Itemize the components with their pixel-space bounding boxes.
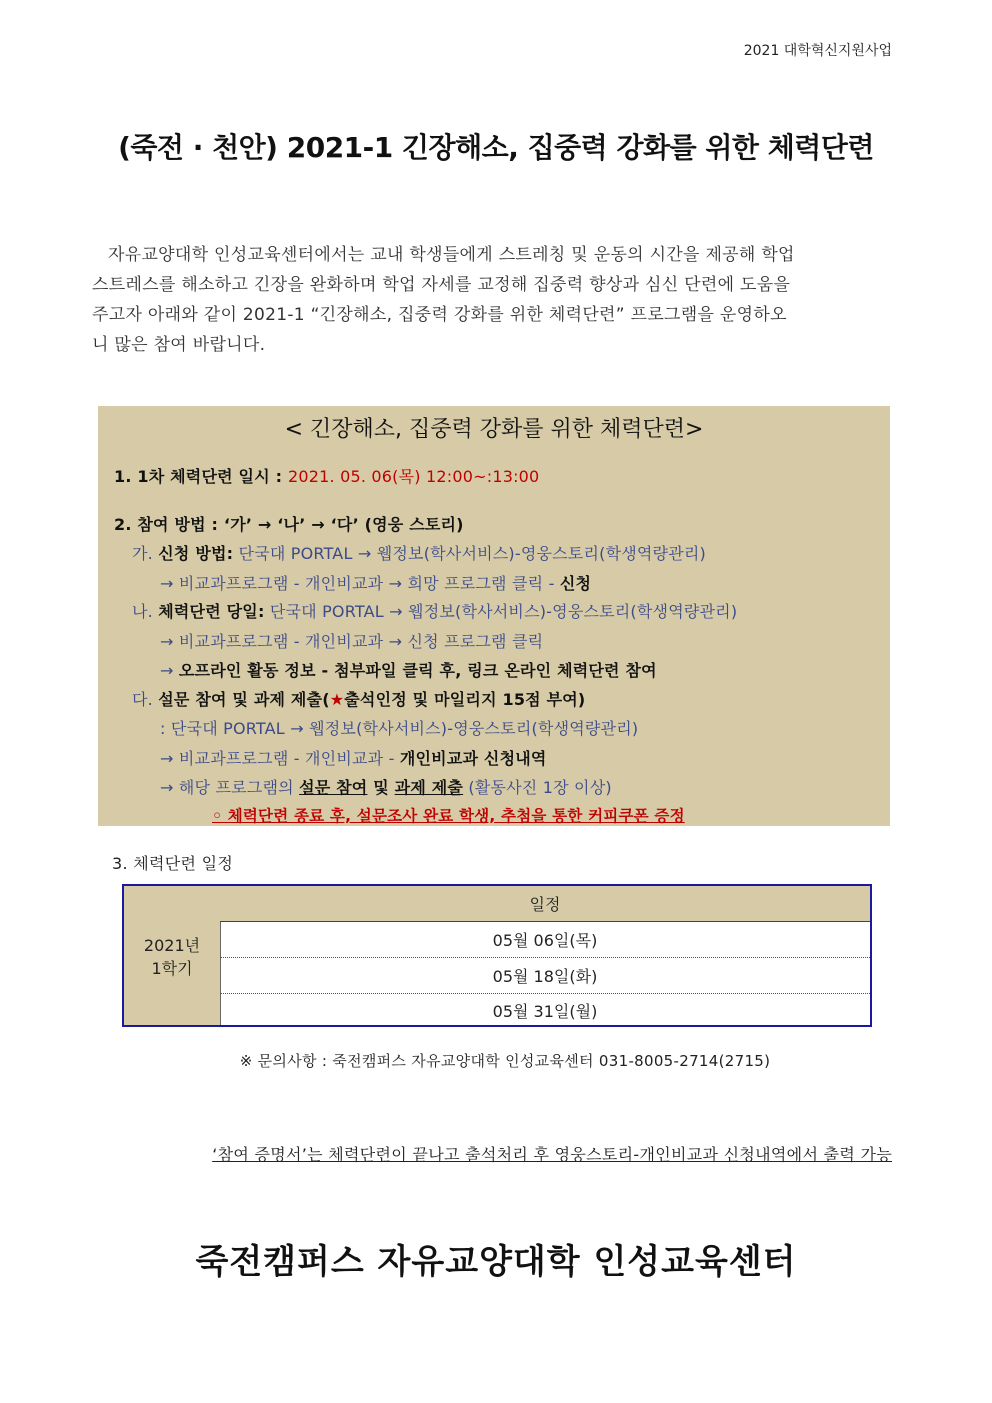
semester-year: 2021년 [143,935,201,955]
survey-text: 설문 참여 [299,778,368,797]
schedule-header: 일정 [220,886,870,922]
coupon-notice: ◦ 체력단련 종료 후, 설문조사 완료 학생, 추첨을 통한 커피쿠폰 증정 [212,807,685,825]
item-2-label: 2. 참여 방법 : ‘가’ → ‘나’ → ‘다’ (영웅 스토리) [114,515,464,534]
assignment-text: 과제 제출 [394,778,464,797]
step-da-path: : 단국대 PORTAL → 웹정보(학사서비스)-영웅스토리(학생역량관리) [160,719,639,738]
intro-line: 스트레스를 해소하고 긴장을 완화하며 학업 자세를 교정해 집중력 향상과 심신 단련에 도움을 [92,275,791,295]
item-1-datetime: 2021. 05. 06(목) 12:00~:13:00 [288,467,540,486]
step-da-label-a: 설문 참여 및 과제 제출( [158,690,330,709]
step-ga-path2: → 비교과프로그램 - 개인비교과 → 희망 프로그램 클릭 - [160,574,560,593]
step-na-path: 단국대 PORTAL → 웹정보(학사서비스)-영웅스토리(학생역량관리) [264,602,738,621]
and-text: 및 [367,778,395,797]
step-na-path-3 [160,658,657,681]
certificate-note: ‘참여 증명서’는 체력단련이 끝나고 출석처리 후 영웅스토리-개인비교과 신청내역에서 출력 가능 [212,1145,892,1164]
step-da-path2: → 비교과프로그램 - 개인비교과 - [160,749,400,768]
schedule-label: 3. 체력단련 일정 [112,854,234,873]
contact-info: ※ 문의사항 : 죽전캠퍼스 자유교양대학 인성교육센터 031-8005-2714(2715) [239,1052,771,1070]
step-da-path3-a: → 해당 프로그램의 [160,778,300,797]
page-title: (죽전 · 천안) 2021-1 긴장해소, 집중력 강화를 위한 체력단련 [118,131,874,164]
step-da-history: 개인비교과 신청내역 [399,749,547,768]
step-ga-prefix: 가. [132,544,159,563]
step-ga-apply: 신청 [559,574,592,593]
intro-line: 자유교양대학 인성교육센터에서는 교내 학생들에게 스트레칭 및 운동의 시간을 제공해 학업 [108,245,795,265]
step-da [132,687,585,710]
schedule-row: 05월 31일(월) [492,1002,598,1021]
schedule-row: 05월 06일(목) [220,922,870,958]
item-1-label: 1. 1차 체력단련 일시 : [114,467,288,486]
step-da-path-2 [160,746,547,769]
star-icon: ★ [329,690,345,709]
step-na [132,599,737,622]
photo-note: (활동사진 1장 이상) [463,778,612,797]
step-da-path-3 [160,775,612,798]
step-na-prefix: 나. [132,602,159,621]
step-da-prefix: 다. [132,690,159,709]
schedule-table [122,884,872,1027]
arrow-text: → [160,661,179,680]
program-info-box [98,406,890,826]
intro-line: 니 많은 참여 바랍니다. [92,335,266,355]
schedule-row: 05월 18일(화) [220,958,870,994]
intro-paragraph [92,240,892,360]
semester-cell [124,886,221,1025]
header-tag: 2021 대학혁신지원사업 [743,43,892,59]
step-na-online: 오프라인 활동 정보 - 첨부파일 클릭 후, 링크 온라인 체력단련 참여 [178,661,657,680]
step-ga [132,541,706,564]
step-na-label: 체력단련 당일: [158,602,265,621]
intro-line: 주고자 아래와 같이 2021-1 “긴장해소, 집중력 강화를 위한 체력단련” 프로그램을 운영하오 [92,305,787,325]
box-title: < 긴장해소, 집중력 강화를 위한 체력단련> [284,417,704,442]
step-ga-path: 단국대 PORTAL → 웹정보(학사서비스)-영웅스토리(학생역량관리) [233,544,706,563]
footer-organization: 죽전캠퍼스 자유교양대학 인성교육센터 [195,1242,797,1282]
item-1 [114,464,539,487]
step-da-label-b: 출석인정 및 마일리지 15점 부여) [344,690,586,709]
step-ga-path-2 [160,571,591,594]
step-ga-label: 신청 방법: [158,544,234,563]
step-na-path-2: → 비교과프로그램 - 개인비교과 → 신청 프로그램 클릭 [160,632,544,651]
semester-term: 1학기 [151,958,193,978]
